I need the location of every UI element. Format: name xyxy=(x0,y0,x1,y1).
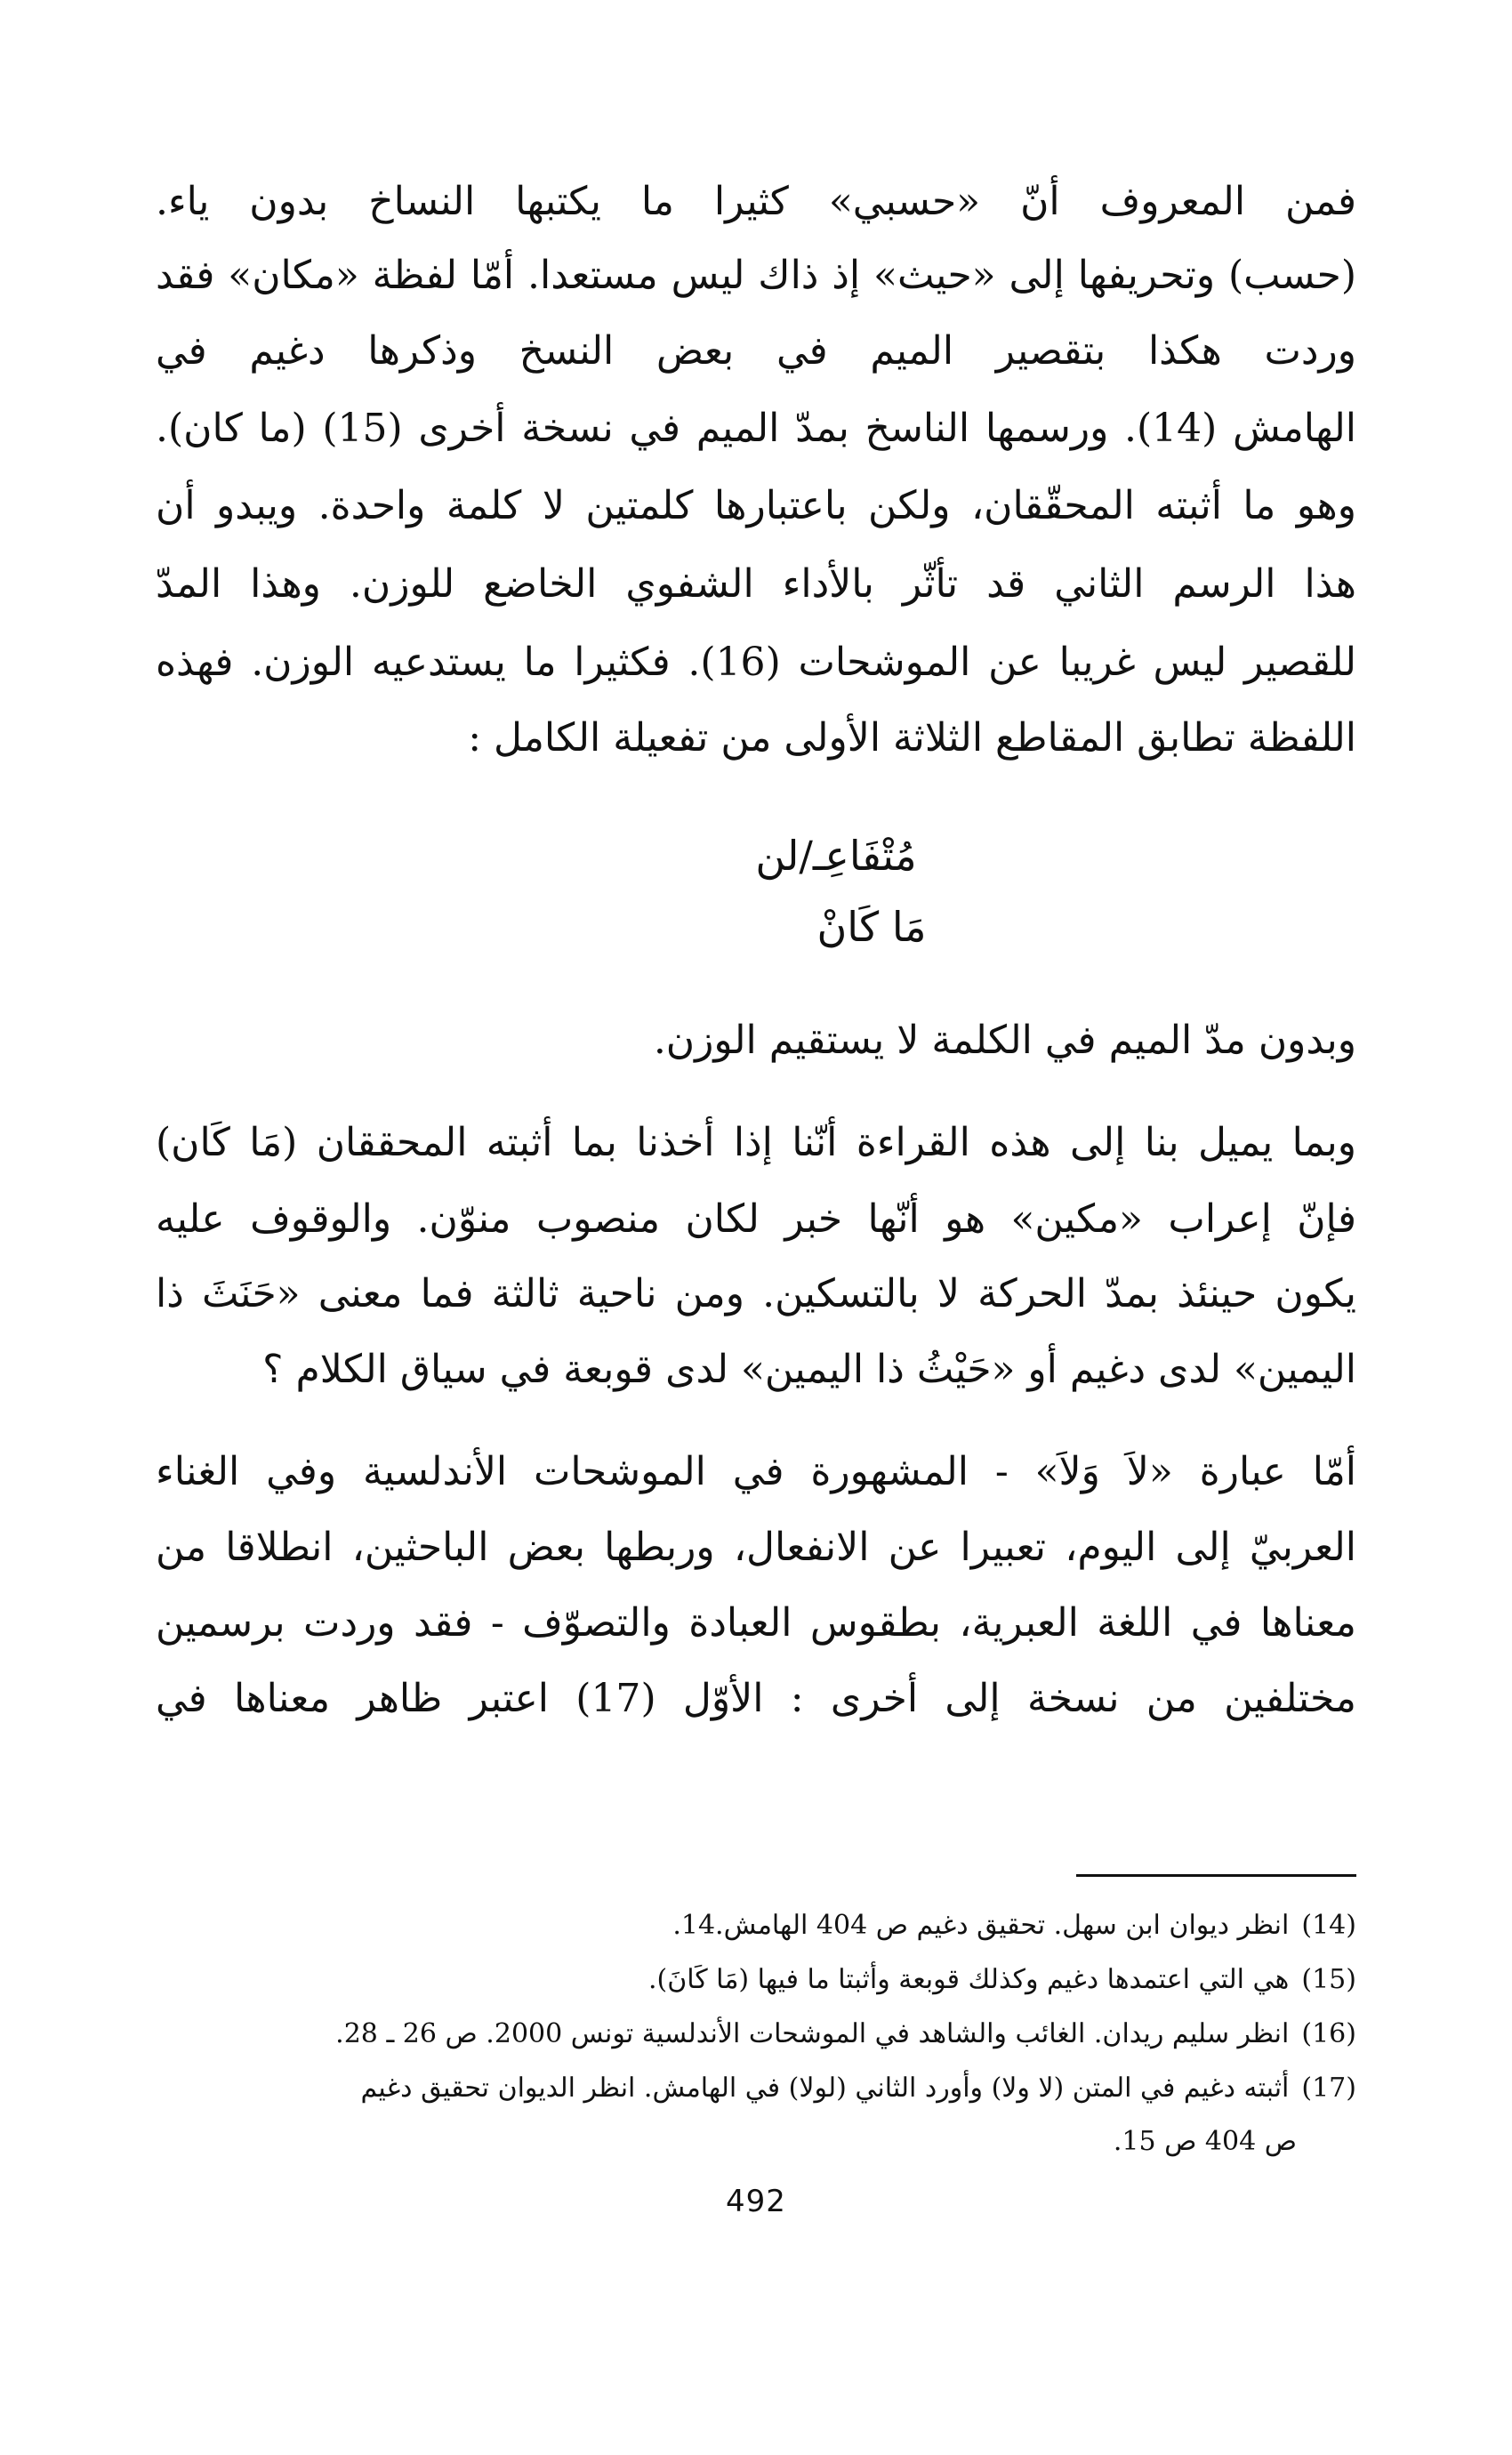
text-line: للقصير ليس غريبا عن الموشحات (16). فكثيرا ما يستدعيه الوزن. فهذه xyxy=(156,640,1356,685)
footnote-17 xyxy=(156,2066,1356,2111)
text-line: اللفظة تطابق المقاطع الثلاثة الأولى من تفعيلة الكامل : xyxy=(468,715,1356,761)
page-number: 492 xyxy=(726,2184,786,2219)
footnote-number: (15) xyxy=(1301,1964,1356,1995)
footnote-number: (16) xyxy=(1301,2018,1356,2049)
text-line: وردت هكذا بتقصير الميم في بعض النسخ وذكرها دغيم في xyxy=(156,328,1356,374)
text-line: العربيّ إلى اليوم، تعبيرا عن الانفعال، وربطها بعض الباحثين، انطلاقا من xyxy=(156,1525,1356,1570)
footnote-15 xyxy=(156,1958,1356,2002)
text-line: وهو ما أثبته المحقّقان، ولكن باعتبارها كلمتين لا كلمة واحدة. ويبدو أن xyxy=(156,483,1356,528)
footnote-text: هي التي اعتمدها دغيم وكذلك قوبعة وأثبتا ما فيها (مَا كَانَ). xyxy=(647,1964,1290,1995)
text-line: هذا الرسم الثاني قد تأثّر بالأداء الشفوي الخاضع للوزن. وهذا المدّ xyxy=(156,561,1356,607)
verse-line: مَا كَانْ xyxy=(816,903,927,951)
paragraph-2: وبدون مدّ الميم في الكلمة لا يستقيم الوزن. xyxy=(653,1018,1356,1063)
footnote-text: أثبته دغيم في المتن (لا ولا) وأورد الثاني (لولا) في الهامش. انظر الديوان تحقيق دغيم xyxy=(360,2073,1290,2104)
text-line: (حسب) وتحريفها إلى «حيث» إذ ذاك ليس مستعدا. أمّا لفظة «مكان» فقد xyxy=(156,253,1356,298)
footnote-16 xyxy=(156,2012,1356,2057)
text-line: أمّا عبارة «لاَ وَلاَ» - المشهورة في الموشحات الأندلسية وفي الغناء xyxy=(156,1449,1356,1494)
footnote-number: (17) xyxy=(1301,2073,1356,2104)
footnote-number: (14) xyxy=(1301,1910,1356,1941)
footnote-divider xyxy=(1076,1874,1356,1877)
text-line: فإنّ إعراب «مكين» هو أنّها خبر لكان منصوب منوّن. والوقوف عليه xyxy=(156,1196,1356,1242)
text-line: مختلفين من نسخة إلى أخرى : الأوّل (17) اعتبر ظاهر معناها في xyxy=(156,1676,1356,1721)
text-line: يكون حينئذ بمدّ الحركة لا بالتسكين. ومن ناحية ثالثة فما معنى «حَنَثَ ذا xyxy=(156,1271,1356,1316)
verse-line: مُتْفَاعِـ/لن xyxy=(755,832,917,880)
text-line: وبما يميل بنا إلى هذه القراءة أنّنا إذا أخذنا بما أثبته المحققان (مَا كَان) xyxy=(156,1120,1356,1165)
footnote-text: انظر سليم ريدان. الغائب والشاهد في الموشحات الأندلسية تونس 2000. ص 26 ـ 28. xyxy=(335,2018,1290,2049)
text-line: معناها في اللغة العبرية، بطقوس العبادة والتصوّف - فقد وردت برسمين xyxy=(156,1600,1356,1646)
text-line: اليمين» لدى دغيم أو «حَيْثُ ذا اليمين» لدى قوبعة في سياق الكلام ؟ xyxy=(262,1347,1356,1392)
footnote-14 xyxy=(156,1904,1356,1948)
text-line: الهامش (14). ورسمها الناسخ بمدّ الميم في نسخة أخرى (15) (ما كان). xyxy=(156,406,1356,451)
footnote-text: انظر ديوان ابن سهل. تحقيق دغيم ص 404 الهامش.14. xyxy=(672,1910,1290,1941)
footnote-17-continuation: ص 404 ص 15. xyxy=(1113,2126,1297,2157)
text-line: فمن المعروف أنّ «حسبي» كثيرا ما يكتبها النساخ بدون ياء. xyxy=(156,179,1356,224)
